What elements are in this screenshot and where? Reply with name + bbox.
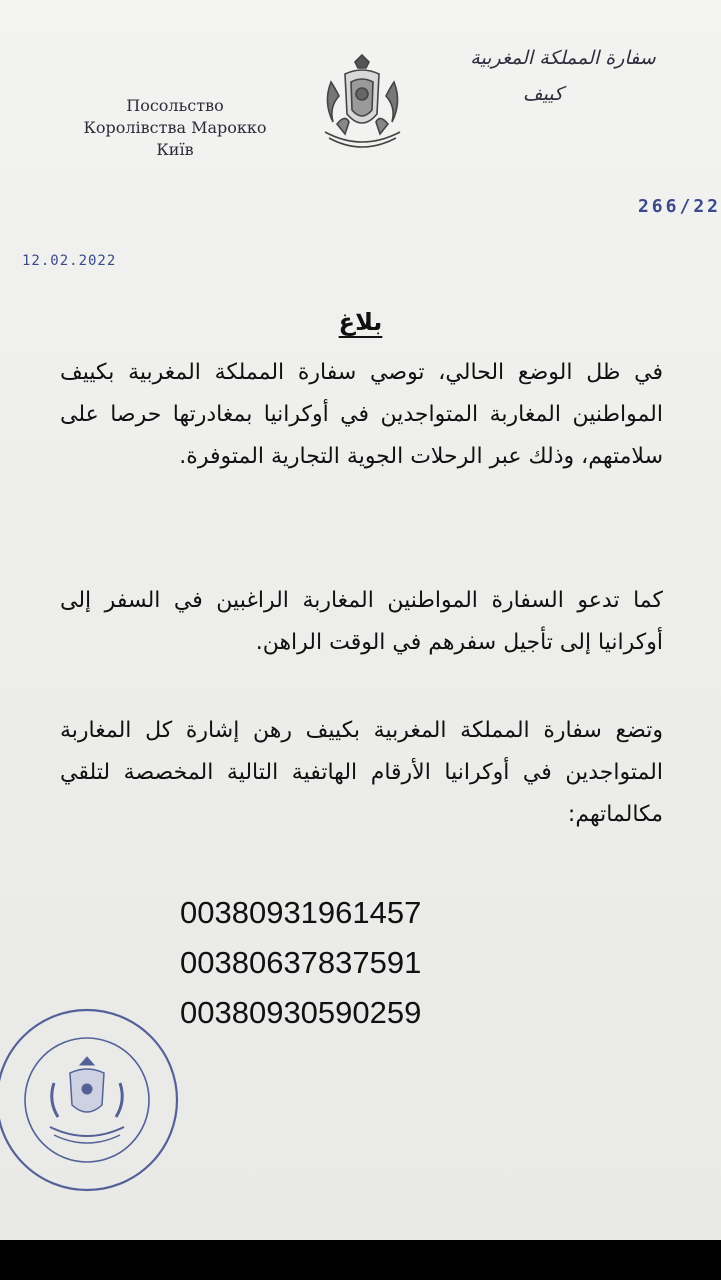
embassy-header-arabic [423, 40, 703, 112]
phone-numbers-list [180, 888, 490, 1038]
ru-header-line-3: Київ [156, 140, 194, 159]
reference-number: 266/22 [637, 196, 721, 217]
ru-header-line-1: Посольство [126, 96, 224, 115]
ar-header-line-2: كييف [522, 83, 564, 105]
document-date: 12.02.2022 [22, 253, 117, 269]
phone-number-3: 00380930590259 [180, 995, 422, 1030]
phone-number-1: 00380931961457 [180, 895, 422, 930]
paragraph-2: كما تدعو السفارة المواطنين المغاربة الراغبين في السفر إلى أوكرانيا إلى تأجيل سفرهم في الوقت الراهن. [60, 588, 663, 655]
embassy-header-russian [70, 95, 280, 161]
ru-header-line-2: Королівства Марокко [83, 118, 267, 137]
screen-bottom-bar [0, 1240, 721, 1280]
ar-header-line-1: سفارة المملكة المغربية [470, 47, 656, 69]
phone-number-2: 00380637837591 [180, 945, 422, 980]
paragraph-1: في ظل الوضع الحالي، توصي سفارة المملكة المغربية بكييف المواطنين المغاربة المتواجدين في أوكرانيا بمغادرتها حرصا على سلامتهم، وذلك عبر الرحلات الجوية التجارية المتوفرة. [60, 360, 663, 469]
embassy-stamp-icon [0, 1005, 182, 1195]
moroccan-coat-of-arms-icon [315, 52, 410, 157]
paragraph-3: وتضع سفارة المملكة المغربية بكييف رهن إشارة كل المغاربة المتواجدين في أوكرانيا الأرقام الهاتفية التالية المخصصة لتلقي مكالماتهم: [60, 718, 663, 827]
communique-title [0, 308, 721, 336]
title-text: بلاغ [338, 308, 383, 336]
